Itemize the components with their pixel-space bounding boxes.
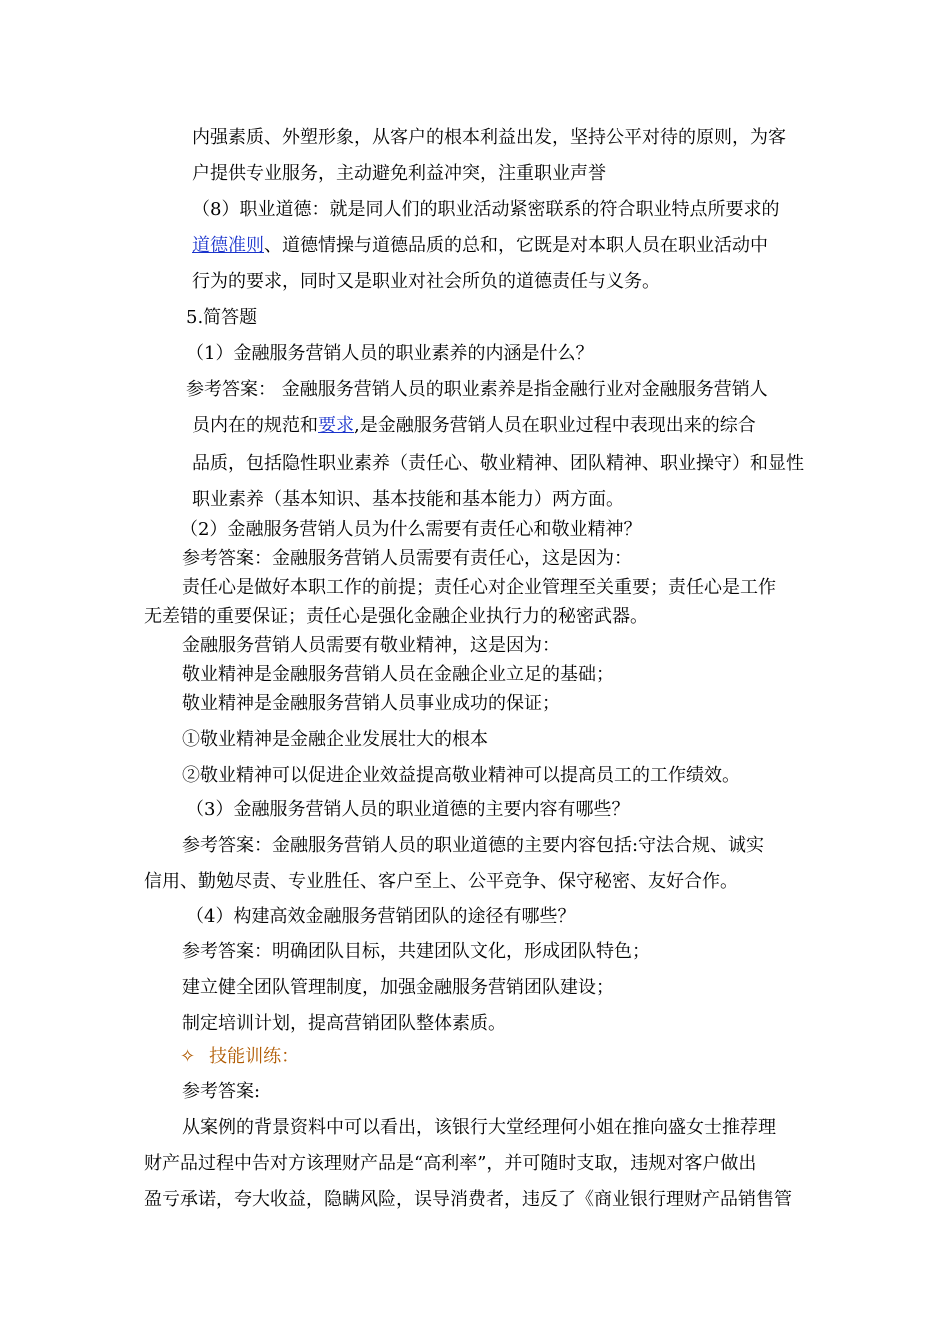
question-4: （4）构建高效金融服务营销团队的途径有哪些？ [186,906,576,927]
answer-line: ①敬业精神是金融企业发展壮大的根本 [182,729,488,750]
answer-line: ②敬业精神可以促进企业效益提高敬业精神可以提高员工的工作绩效。 [182,765,740,786]
requirements-link[interactable]: 要求 [318,415,354,436]
definition-line: （8）职业道德：就是同人们的职业活动紧密联系的符合职业特点所要求的 [192,199,780,220]
answer-line: 无差错的重要保证；责任心是强化金融企业执行力的秘密武器。 [144,606,648,627]
paragraph-line: 内强素质、外塑形象，从客户的根本利益出发，坚持公平对待的原则，为客 [192,127,786,148]
case-line: 财产品过程中告对方该理财产品是“高利率”，并可随时支取，违规对客户做出 [144,1153,757,1174]
question-1: （1）金融服务营销人员的职业素养的内涵是什么？ [186,343,594,364]
paragraph-line: 户提供专业服务，主动避免利益冲突，注重职业声誉 [192,163,606,184]
question-2: （2）金融服务营销人员为什么需要有责任心和敬业精神？ [180,519,642,540]
answer-line: 参考答案：金融服务营销人员需要有责任心，这是因为： [182,548,632,569]
definition-line: 行为的要求，同时又是职业对社会所负的道德责任与义务。 [192,271,660,292]
section-heading: 5.简答题 [186,307,258,328]
answer-line: 敬业精神是金融服务营销人员事业成功的保证； [182,693,560,714]
answer-line: 品质，包括隐性职业素养（责任心、敬业精神、团队精神、职业操守）和显性 [192,453,804,474]
answer-line: 参考答案： 金融服务营销人员的职业素养是指金融行业对金融服务营销人 [186,379,768,400]
answer-line: 金融服务营销人员需要有敬业精神，这是因为： [182,635,560,656]
answer-line: 参考答案：明确团队目标，共建团队文化，形成团队特色； [182,941,650,962]
answer-line: 制定培训计划，提高营销团队整体素质。 [182,1013,506,1034]
question-3: （3）金融服务营销人员的职业道德的主要内容有哪些？ [186,799,630,820]
answer-line: 参考答案：金融服务营销人员的职业道德的主要内容包括:守法合规、诚实 [182,835,765,856]
answer-line: 信用、勤勉尽责、专业胜任、客户至上、公平竞争、保守秘密、友好合作。 [144,871,738,892]
answer-text: ,是金融服务营销人员在职业过程中表现出来的综合 [354,415,756,436]
moral-code-link[interactable]: 道德准则 [192,235,264,256]
skills-heading [180,1045,299,1069]
answer-line: 职业素养（基本知识、基本技能和基本能力）两方面。 [192,489,624,510]
case-line: 从案例的背景资料中可以看出，该银行大堂经理何小姐在推向盛女士推荐理 [182,1117,776,1138]
answer-line: 建立健全团队管理制度，加强金融服务营销团队建设； [182,977,614,998]
answer-label: 参考答案: [182,1081,261,1102]
answer-line: 敬业精神是金融服务营销人员在金融企业立足的基础； [182,664,614,685]
case-line: 盈亏承诺，夸大收益，隐瞒风险，误导消费者，违反了《商业银行理财产品销售管 [144,1189,792,1210]
skills-title: 技能训练： [209,1046,300,1067]
answer-line: 责任心是做好本职工作的前提；责任心对企业管理至关重要；责任心是工作 [182,577,776,598]
answer-text: 员内在的规范和 [192,415,318,436]
diamond-bullet-icon: ✧ [180,1046,196,1067]
definition-text: 、道德情操与道德品质的总和，它既是对本职人员在职业活动中 [264,235,768,256]
definition-line [192,234,768,258]
answer-line [192,414,756,438]
